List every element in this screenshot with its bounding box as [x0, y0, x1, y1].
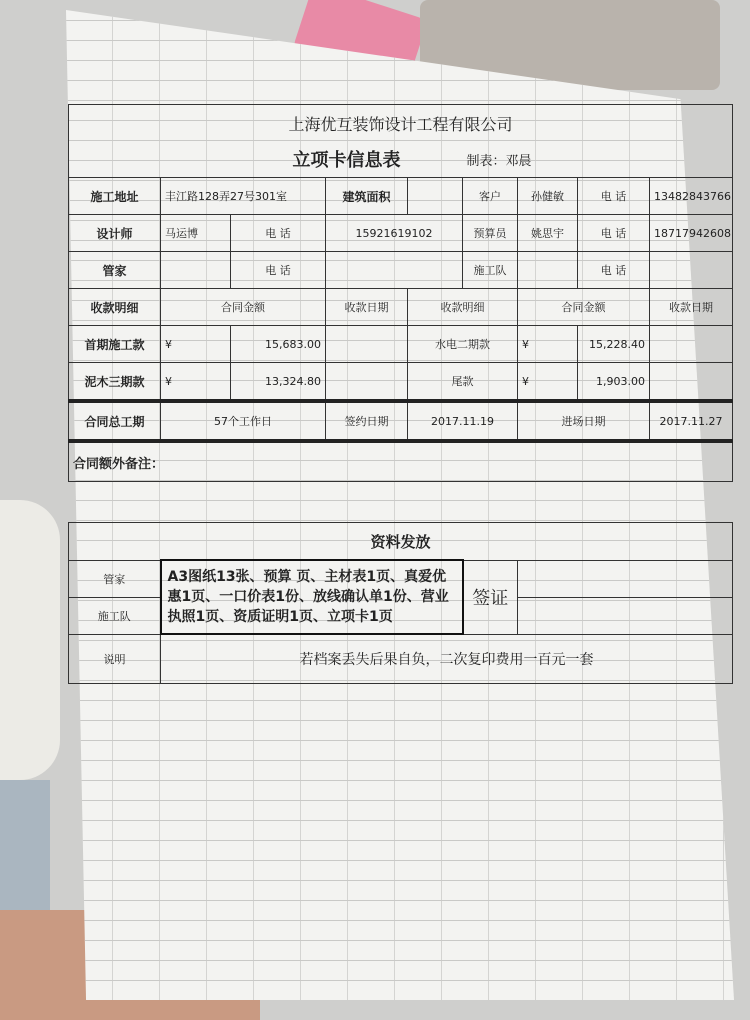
- designer-phone-label: 电 话: [231, 215, 326, 252]
- address-label: 施工地址: [69, 178, 161, 215]
- team-label: 施工队: [463, 252, 518, 289]
- company-name: 上海优互装饰设计工程有限公司: [69, 105, 733, 142]
- second-payment-currency: ¥: [518, 326, 578, 363]
- team-phone-value: [650, 252, 733, 289]
- explanation-text: 若档案丢失后果自负，二次复印费用一百元一套: [161, 634, 733, 684]
- entry-date-label: 进场日期: [518, 401, 650, 441]
- building-area-label: 建筑面积: [326, 178, 408, 215]
- background-can: [0, 780, 50, 930]
- third-payment-label: 泥木三期款: [69, 363, 161, 402]
- steward-value: [161, 252, 231, 289]
- total-duration-value: 57个工作日: [161, 401, 326, 441]
- extra-notes-label: 合同额外备注：: [69, 441, 733, 482]
- manager-label: 管家: [69, 560, 161, 597]
- final-payment-amount: 1,903.00: [578, 363, 650, 402]
- second-payment-amount: 15,228.40: [578, 326, 650, 363]
- sign-date-label: 签约日期: [326, 401, 408, 441]
- first-payment-label: 首期施工款: [69, 326, 161, 363]
- total-duration-label: 合同总工期: [69, 401, 161, 441]
- signature-area-1: [518, 560, 733, 597]
- entry-date-value: 2017.11.27: [650, 401, 733, 441]
- final-payment-currency: ¥: [518, 363, 578, 402]
- customer-phone-value: 13482843766: [650, 178, 733, 215]
- project-info-form: [68, 104, 732, 684]
- final-payment-label: 尾款: [408, 363, 518, 402]
- third-payment-amount: 13,324.80: [231, 363, 326, 402]
- payment-detail-label: 收款明细: [69, 289, 161, 326]
- first-payment-amount: 15,683.00: [231, 326, 326, 363]
- budget-label: 预算员: [463, 215, 518, 252]
- steward-label: 管家: [69, 252, 161, 289]
- designer-value: 马运博: [161, 215, 231, 252]
- steward-phone-value: [326, 252, 463, 289]
- form-title: 立项卡信息表: [231, 141, 463, 178]
- address-value: 丰江路128弄27号301室: [161, 178, 326, 215]
- materials-text: A3图纸13张、预算 页、主材表1页、真爱优惠1页、一口价表1份、放线确认单1份、营业执照1页、资质证明1页、立项卡1页: [161, 560, 463, 634]
- team-phone-label: 电 话: [578, 252, 650, 289]
- second-payment-label: 水电二期款: [408, 326, 518, 363]
- final-payment-date: [650, 363, 733, 402]
- payment-detail-header-2: 收款明细: [408, 289, 518, 326]
- steward-phone-label: 电 话: [231, 252, 326, 289]
- budget-phone-value: 18717942608: [650, 215, 733, 252]
- explanation-label: 说明: [69, 634, 161, 684]
- first-payment-currency: ¥: [161, 326, 231, 363]
- first-payment-date: [326, 326, 408, 363]
- designer-label: 设计师: [69, 215, 161, 252]
- second-payment-date: [650, 326, 733, 363]
- construction-team-label: 施工队: [69, 597, 161, 634]
- budget-phone-label: 电 话: [578, 215, 650, 252]
- form-table: [68, 104, 733, 684]
- customer-value: 孙健敏: [518, 178, 578, 215]
- third-payment-date: [326, 363, 408, 402]
- background-bucket: [0, 500, 60, 780]
- contract-amount-header: 合同金额: [161, 289, 326, 326]
- customer-phone-label: 电 话: [578, 178, 650, 215]
- receipt-date-header: 收款日期: [326, 289, 408, 326]
- customer-label: 客户: [463, 178, 518, 215]
- signature-label: 签证: [463, 560, 518, 634]
- signature-area-2: [518, 597, 733, 634]
- materials-title: 资料发放: [69, 523, 733, 561]
- third-payment-currency: ¥: [161, 363, 231, 402]
- contract-amount-header-2: 合同金额: [518, 289, 650, 326]
- receipt-date-header-2: 收款日期: [650, 289, 733, 326]
- form-maker: 制表：邓晨: [463, 141, 733, 178]
- designer-phone-value: 15921619102: [326, 215, 463, 252]
- budget-value: 姚思宇: [518, 215, 578, 252]
- building-area-value: [408, 178, 463, 215]
- sign-date-value: 2017.11.19: [408, 401, 518, 441]
- team-value: [518, 252, 578, 289]
